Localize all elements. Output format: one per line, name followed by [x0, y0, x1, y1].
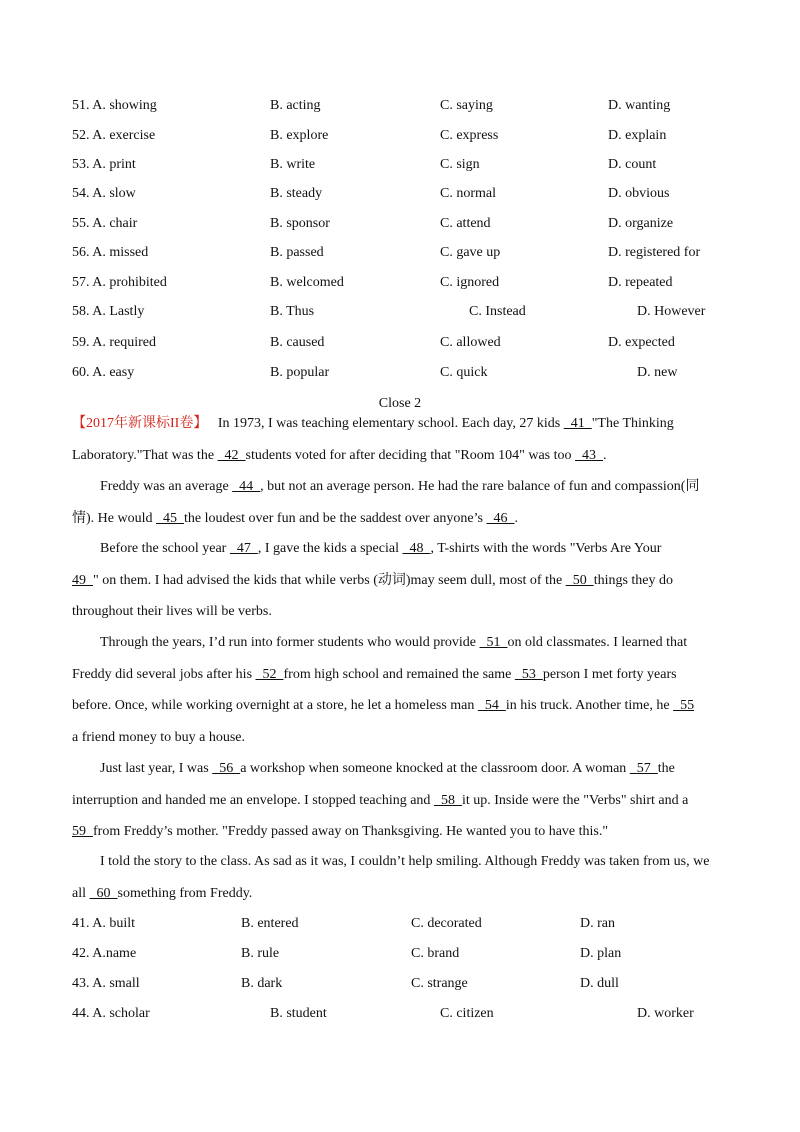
text: 情). He would: [72, 510, 156, 526]
text: before. Once, while working overnight at a store, he let a homeless man: [72, 698, 478, 713]
option-d: D. worker: [637, 1006, 694, 1021]
option-b: B. student: [270, 1006, 327, 1021]
text: things they do: [593, 572, 674, 588]
option-row-42: [0, 944, 800, 964]
blank-42: 42: [217, 447, 246, 463]
text: in his truck. Another time, he: [505, 698, 674, 713]
text: students voted for after deciding that "Room 104" was too: [245, 447, 576, 463]
option-label: 59. A. required: [72, 335, 156, 350]
paragraph-3: [72, 533, 728, 628]
option-d: D. repeated: [608, 275, 673, 290]
option-label: 51. A. showing: [72, 98, 157, 113]
option-b: B. popular: [270, 365, 330, 380]
option-c: C. attend: [440, 216, 491, 231]
blank-55: 55: [673, 698, 695, 713]
option-d: D. obvious: [608, 186, 670, 201]
option-label: 57. A. prohibited: [72, 275, 167, 290]
text: person I met forty years: [542, 666, 677, 682]
option-d: D. However: [637, 304, 706, 319]
text: all: [72, 885, 90, 901]
blank-60: 60: [89, 885, 118, 901]
blank-53: 53: [514, 666, 543, 682]
option-row-52: [0, 126, 800, 146]
blank-46: 46: [486, 510, 515, 526]
paragraph-4: [72, 627, 728, 753]
text: "The Thinking: [591, 416, 674, 431]
text: " on them. I had advised the kids that while verbs (动词)may seem dull, most of the: [93, 572, 566, 588]
option-row-55: [0, 214, 800, 234]
option-d: D. registered for: [608, 245, 701, 260]
option-row-60: [0, 363, 800, 383]
text: from Freddy’s mother. "Freddy passed away on Thanksgiving. He wanted you to have this.": [93, 824, 609, 839]
text: from high school and remained the same: [283, 666, 515, 682]
option-b: B. welcomed: [270, 275, 344, 290]
paragraph-2: [72, 471, 728, 534]
blank-58: 58: [433, 792, 462, 808]
option-c: C. normal: [440, 186, 496, 201]
option-label: 54. A. slow: [72, 186, 136, 201]
option-row-41: [0, 914, 800, 934]
text: a workshop when someone knocked at the classroom door. A woman: [240, 761, 630, 776]
text: the: [657, 761, 675, 776]
option-d: D. explain: [608, 128, 667, 143]
blank-51: 51: [479, 635, 508, 650]
option-c: C. ignored: [440, 275, 500, 290]
option-label: 43. A. small: [72, 976, 140, 991]
blank-49: 49: [72, 572, 93, 588]
blank-44: 44: [232, 479, 261, 494]
blank-56: 56: [212, 761, 241, 776]
option-row-53: [0, 155, 800, 175]
option-c: C. gave up: [440, 245, 501, 260]
text: , T-shirts with the words "Verbs Are Your: [430, 541, 662, 556]
option-b: B. explore: [270, 128, 329, 143]
option-c: C. quick: [440, 365, 488, 380]
option-b: B. steady: [270, 186, 323, 201]
option-b: B. passed: [270, 245, 324, 260]
option-label: 60. A. easy: [72, 365, 135, 380]
blank-47: 47: [229, 541, 258, 556]
text: throughout their lives will be verbs.: [72, 604, 272, 619]
section-heading: Close 2: [378, 396, 422, 411]
option-b: B. dark: [241, 976, 283, 991]
text: the loudest over fun and be the saddest over anyone’s: [184, 510, 487, 526]
option-label: 42. A.name: [72, 946, 137, 961]
option-c: C. strange: [411, 976, 468, 991]
option-b: B. acting: [270, 98, 321, 113]
text: something from Freddy.: [117, 885, 253, 901]
option-b: B. Thus: [270, 304, 315, 319]
option-label: 58. A. Lastly: [72, 304, 145, 319]
option-c: C. allowed: [440, 335, 501, 350]
option-d: D. expected: [608, 335, 675, 350]
blank-41: 41: [563, 416, 592, 431]
option-b: B. rule: [241, 946, 280, 961]
option-b: B. write: [270, 157, 316, 172]
text: a friend money to buy a house.: [72, 729, 246, 745]
text: Just last year, I was: [100, 761, 213, 776]
option-label: 56. A. missed: [72, 245, 149, 260]
option-label: 44. A. scholar: [72, 1006, 150, 1021]
blank-43: 43: [575, 447, 604, 463]
text: Freddy was an average: [100, 479, 233, 494]
option-c: C. express: [440, 128, 499, 143]
option-c: C. brand: [411, 946, 460, 961]
option-d: D. ran: [580, 916, 615, 931]
text: , but not an average person. He had the rare balance of fun and compassion(同: [260, 479, 700, 494]
text: Laboratory."That was the: [72, 447, 218, 463]
blank-45: 45: [156, 510, 184, 526]
option-c: C. decorated: [411, 916, 482, 931]
blank-59: 59: [72, 824, 93, 839]
option-row-51: [0, 96, 800, 116]
paragraph-5: [72, 753, 728, 848]
option-label: 41. A. built: [72, 916, 136, 931]
option-row-43: [0, 974, 800, 994]
option-row-59: [0, 333, 800, 353]
option-row-56: [0, 243, 800, 263]
text: I told the story to the class. As sad as it was, I couldn’t help smiling. Although Freddy was taken from us, we: [100, 854, 710, 869]
paragraph-6: [72, 846, 728, 909]
option-d: D. dull: [580, 976, 619, 991]
text: on old classmates. I learned that: [507, 635, 688, 650]
text: Through the years, I’d run into former students who would provide: [100, 635, 480, 650]
option-d: D. organize: [608, 216, 674, 231]
text: In 1973, I was teaching elementary school. Each day, 27 kids: [207, 416, 564, 431]
blank-57: 57: [629, 761, 658, 776]
text: Before the school year: [100, 541, 230, 556]
option-d: D. wanting: [608, 98, 671, 113]
blank-54: 54: [477, 698, 506, 713]
blank-48: 48: [402, 541, 431, 556]
blank-50: 50: [565, 572, 594, 588]
option-b: B. sponsor: [270, 216, 330, 231]
text: , I gave the kids a special: [257, 541, 403, 556]
option-row-58: [0, 302, 800, 322]
text: interruption and handed me an envelope. I stopped teaching and: [72, 792, 434, 808]
option-label: 52. A. exercise: [72, 128, 156, 143]
text: .: [603, 447, 607, 463]
option-d: D. count: [608, 157, 657, 172]
option-c: C. sign: [440, 157, 480, 172]
text: it up. Inside were the "Verbs" shirt and a: [461, 792, 689, 808]
option-c: C. saying: [440, 98, 493, 113]
source-tag: 【2017年新课标II卷】: [72, 416, 208, 431]
option-row-44: [0, 1004, 800, 1024]
option-d: D. plan: [580, 946, 622, 961]
paragraph-1: [72, 408, 728, 471]
option-label: 53. A. print: [72, 157, 136, 172]
option-b: B. caused: [270, 335, 325, 350]
option-d: D. new: [637, 365, 678, 380]
option-c: C. Instead: [469, 304, 526, 319]
option-label: 55. A. chair: [72, 216, 138, 231]
text: Freddy did several jobs after his: [72, 666, 256, 682]
option-row-54: [0, 184, 800, 204]
option-row-57: [0, 273, 800, 293]
option-c: C. citizen: [440, 1006, 494, 1021]
blank-52: 52: [255, 666, 284, 682]
option-b: B. entered: [241, 916, 299, 931]
text: .: [514, 510, 518, 526]
